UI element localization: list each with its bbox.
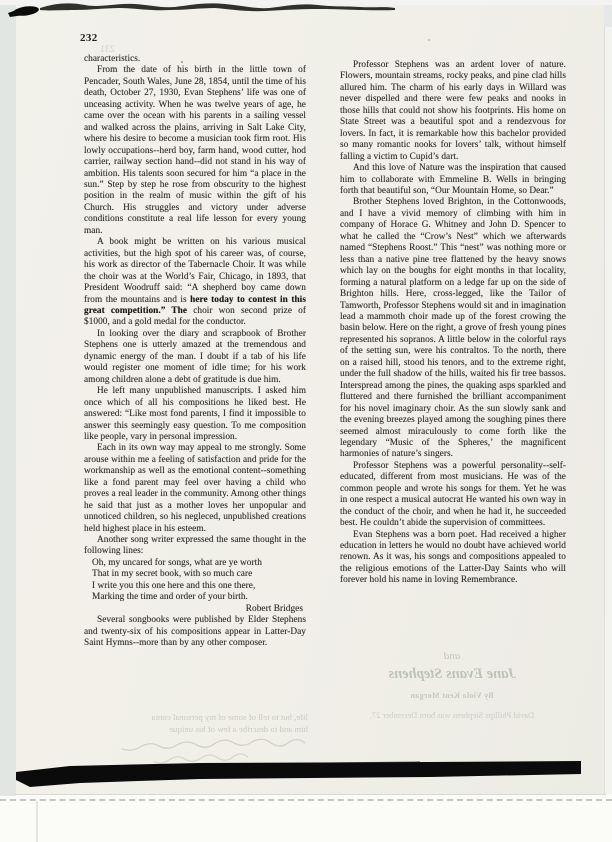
paragraph: He left many unpublished manuscripts. I asked him once which of all his compositions he liked best. He answered: “Like most fond parents, I find it impossible to answer this seemingly easy question. To me composition like people, vary in personal impression. <box>84 386 306 442</box>
poem-line: I write you this one here and this one there, <box>92 580 256 591</box>
paragraph: In looking over the diary and scrapbook of Brother Stephens one is utterly amazed at the tremendous and dynamic energy of the man. I doubt if a tab of his life would register one moment of idle time; for his work among children alone a debt of gratitude is due him. <box>84 328 306 385</box>
paragraph: Evan Stephens was a born poet. Had received a higher education in letters he would no doubt have achieved world renown. As it was, his songs and compositions appealed to the religious emotions of the Latter-Day Saints who will forever hold his name in loving Remembrance. <box>340 529 566 586</box>
page-number: 232 <box>80 32 98 44</box>
paragraph-text: A book might be written on his various musical activities, but the high spot of his career was, of course, his work as director of the Tabernacle Choir. It was while the choir was at the World’s Fair, Chicago, in 1893, that President Woodruff said: “A shepherd boy came down from the mountains and is <box>84 237 306 305</box>
poem-line: That in my secret book, with so much care <box>92 569 253 580</box>
page-right-edge <box>604 27 612 794</box>
bleed-through-right-heading <box>338 650 566 720</box>
paragraph: Professor Stephens was a powerful personality--self-educated, different from most musicians. He was of the common people and wrote his songs for them. Yet he was in one respect a musical autocrat He wanted his own way in the conduct of the choir, and when he had it, he succeeded best. He couldn’t abide the supervision of committees. <box>340 460 566 529</box>
page-left-margin-band <box>0 5 16 796</box>
darkened-print-line: here today to contest in this great competition.” The <box>84 294 306 316</box>
continuation-line: characteristics. <box>84 54 141 64</box>
paragraph: Another song writer expressed the same thought in the following lines: <box>84 535 306 557</box>
paragraph <box>84 237 306 329</box>
poem-line: Marking the time and order of your birth. <box>92 592 248 603</box>
poem-attribution: Robert Bridges <box>245 603 303 614</box>
perforation-dashed-line <box>0 799 612 801</box>
poem-line: Oh, my uncared for songs, what are ye worth <box>92 557 262 568</box>
bleed-through-line: him and to describe a few of his unique <box>169 724 308 734</box>
bleed-through-script-word: and <box>443 650 461 662</box>
paragraph: Professor Stephens was an ardent lover of nature. Flowers, mountain streams, rocky peaks, and pine clad hills allured him. The charm of his early days in Willard was never dispelled and there were few peaks and nooks in those hills that could not show his footprints. His home on State Street was a beautiful spot and a rendezvous for lovers. In fact, it is remarkable how this bachelor provided so many romantic nooks for lovers’ talk, without himself falling a victim to Cupid’s dart. <box>340 60 566 162</box>
sleeve-edge-line <box>36 801 38 842</box>
paragraph: And this love of Nature was the inspiration that caused him to collaborate with Emmeline B. Wells in bringing forth that beautiful son, “Our Mountain Home, so Dear.” <box>340 163 566 196</box>
paper-bottom-edge <box>14 794 606 795</box>
bleed-through-left-text <box>84 712 308 736</box>
bleed-through-byline: By Viola Kent Morgan <box>410 691 494 700</box>
paragraph-text: choir won second prize of $1000, and a gold medal for the conductor. <box>84 305 306 328</box>
paragraph: Brother Stephens loved Brighton, in the Cottonwoods, and I have a vivid memory of climbing with him in company of Horace G. Whitney and John D. Spencer to what he called the “Crow’s Nest” which we afterwards named “Stephens Roost.” This “nest” was nothing more or less than a native pine tree flattened by the heavy snows which lay on the boughs for eight months in that locality, forming a natural platform on a ledge far up on the side of Brighton hills. Here, cross-legged, like the Tailor of Tamworth, Professor Stephens would sit and in imagination lead a mammoth choir made up of the forest crowing the basin below. Here on the right, a grove of fresh young pines represented his sopranos. A little below in the colorful rays of the setting sun, were his contraltos. To the north, there on a raised hill, stood his tenors, and to the extreme right, under the full shadow of the hills, waited his fir tree bassos. Interspread among the pines, the quaking asps sparkled and fluttered and there furnished the brilliant accompaniment for his novel imaginary choir. As the sun slowly sank and the evening breezes played among the soughing pines there seemed almost miraculously to come forth like the legendary “Music of the Spheres,’ the magnificent harmonies of nature’s singers. <box>340 197 566 460</box>
bleed-through-line: life, but to tell of some of my personal conta <box>151 712 308 722</box>
bleed-through-first-line: David Phillips Stephens was born December 27, <box>369 710 535 720</box>
bleed-through-page-number: 231 <box>100 44 115 55</box>
left-column <box>84 54 306 650</box>
paragraph: Each in its own way may appeal to me strongly. Some arouse within me a feeling of satisfaction and pride for the workmanship as well as the emotional content--something like a fond parent may feel over having a child who proves a real leader in the community. Among other things he said that just as a mother loves her unpopular and unnoticed children, so his negleced, unpublished creations held highest place in his esteem. <box>84 443 306 534</box>
paragraph: Several songbooks were published by Elder Stephens and twenty-six of his compositions appear in Latter-Day Saint Hymns--more than by any other composer. <box>84 615 306 649</box>
poem-block <box>92 558 306 604</box>
bleed-through-title: Jane Evans Stephens <box>388 666 516 682</box>
paragraph: From the date of his birth in the little town of Pencader, South Wales, June 28, 1854, until the time of his death, October 27, 1930, Evan Stephens’ life was one of unceasing activity. When he was twelve years of age, he came over the ocean with his parents in a sailing vessel and walked across the plains, arriving in Salt Lake City, where his desire to become a musician took firm root. His lowly occupations--herd boy, farm hand, wood cutter, hod carrier, railway section hand--did not stand in his way of ambition. His talents soon secured for him “a place in the sun.” Step by step he rose from obscurity to the highest position in the realm of music within the gift of his Church. His struggles and victory under adverse conditions constitute a real life lesson for every young man. <box>84 65 306 236</box>
right-column <box>340 60 566 587</box>
